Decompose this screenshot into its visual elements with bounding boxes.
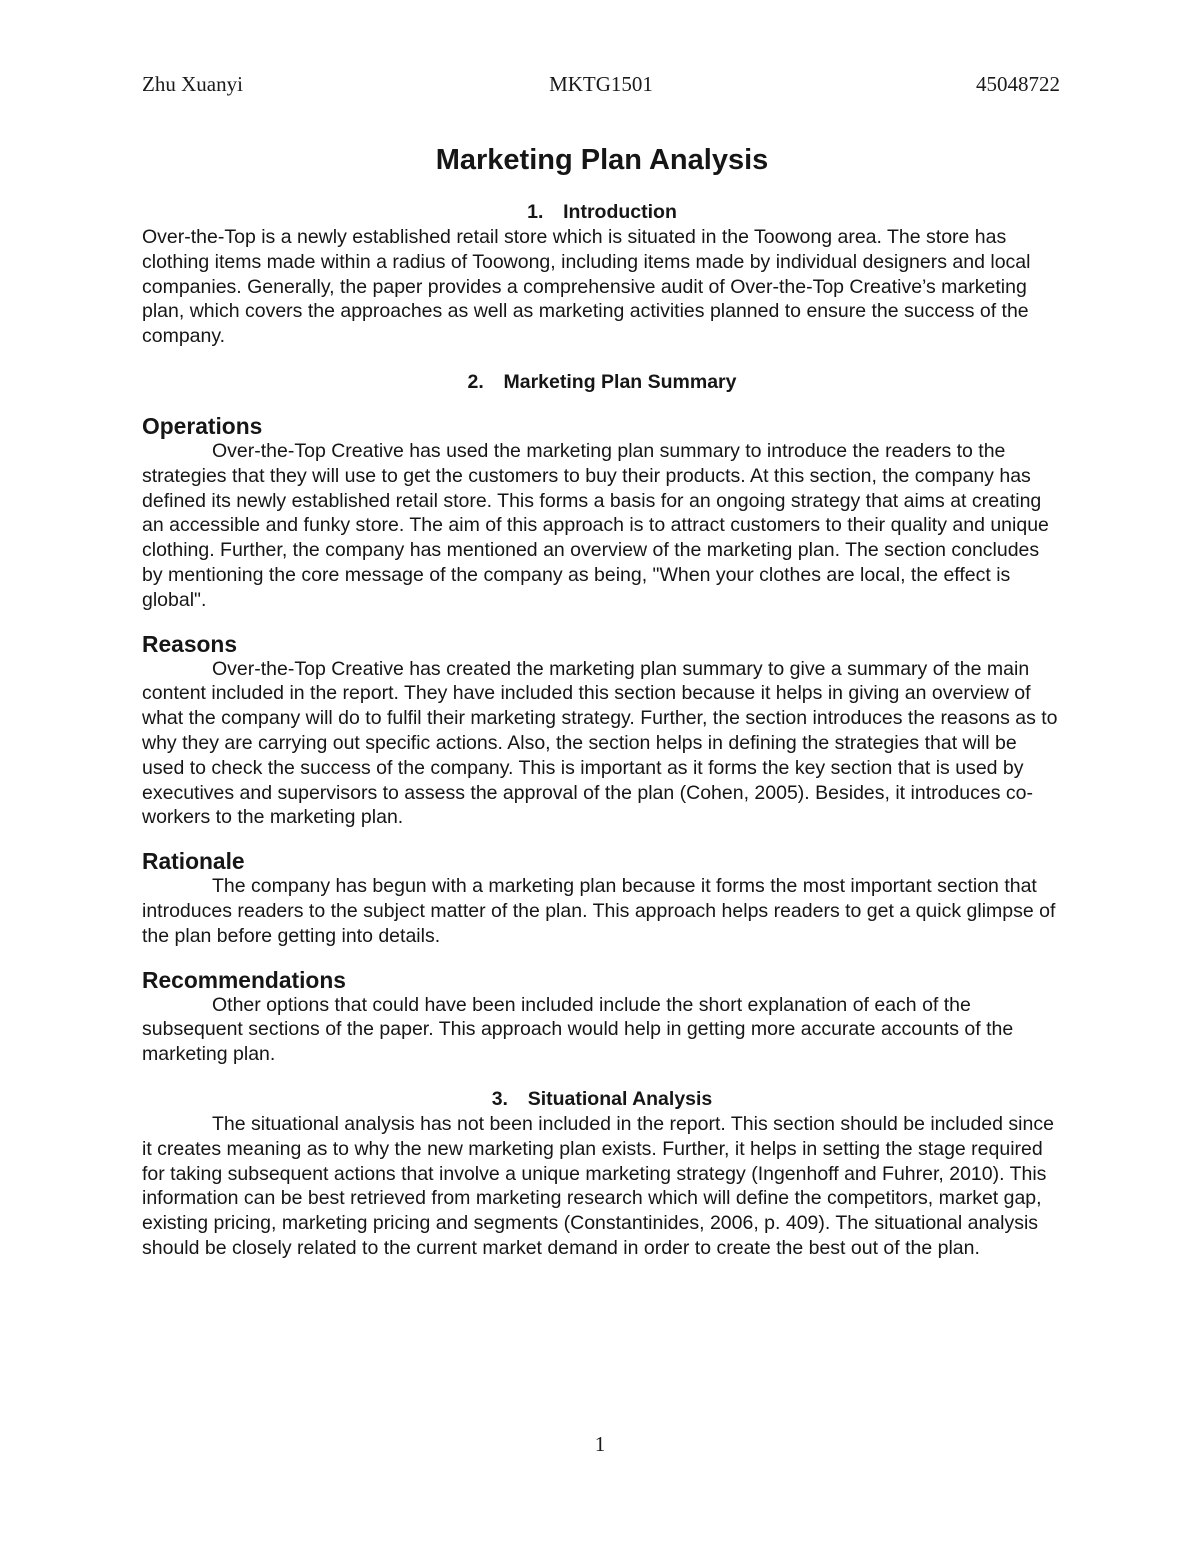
operations-paragraph: Over-the-Top Creative has used the marketing plan summary to introduce the readers to the strategies that they will use to get the customers to buy their products. At this section, the company has defined its newly established retail store. This forms a basis for an ongoing strategy that aims at creating an accessible and funky store. The aim of this approach is to attract customers to their quality and unique clothing. Further, the company has mentioned an overview of the marketing plan. The section concludes by mentioning the core message of the company as being, "When your clothes are local, the effect is global". [142, 439, 1049, 611]
section-title: Introduction [563, 201, 677, 223]
section-number: 3. [491, 1087, 508, 1110]
recommendations-paragraph: Other options that could have been included include the short explanation of each of the subsequent sections of the paper. This approach would help in getting more accurate accounts of the marketing plan. [142, 993, 1014, 1066]
section-title: Situational Analysis [527, 1087, 713, 1110]
subheading-rationale: Rationale [142, 848, 245, 875]
section-heading-situational [142, 1087, 1062, 1112]
subheading-reasons: Reasons [142, 630, 238, 657]
header-author: Zhu Xuanyi [142, 72, 243, 96]
section-title: Marketing Plan Summary [503, 370, 737, 393]
section-heading-introduction [142, 200, 1062, 225]
document-body [142, 142, 1062, 1261]
introduction-paragraph: Over-the-Top is a newly established retail store which is situated in the Toowong area. The store has clothing items made within a radius of Toowong, including items made by individual designers and local companies. Generally, the paper provides a comprehensive audit of Over-the-Top Creative’s marketing plan, which covers the approaches as well as marketing activities planned to ensure the success of the company. [142, 226, 1031, 348]
page-header [142, 72, 1060, 102]
subheading-recommendations: Recommendations [142, 966, 346, 993]
section-number: 2. [467, 370, 484, 393]
section-number: 1. [527, 201, 544, 223]
document-title: Marketing Plan Analysis [435, 144, 769, 176]
header-student-id: 45048722 [976, 72, 1060, 96]
reasons-paragraph: Over-the-Top Creative has created the marketing plan summary to give a summary of the main content included in the report. They have included this section because it helps in giving an overview of what the company will do to fulfil their marketing strategy. Further, the section introduces the reasons as to why they are carrying out specific actions. Also, the section helps in defining the strategies that will be used to check the success of the company. This is important as it forms the key section that is used by executives and supervisors to assess the approval of the plan (Cohen, 2005). Besides, it introduces co-workers to the marketing plan. [142, 657, 1058, 829]
rationale-paragraph: The company has begun with a marketing plan because it forms the most important section that introduces readers to the subject matter of the plan. This approach helps readers to get a quick glimpse of the plan before getting into details. [142, 875, 1056, 947]
subheading-operations: Operations [142, 412, 263, 439]
header-course: MKTG1501 [549, 72, 653, 96]
section-heading-summary [142, 370, 1062, 395]
page-number: 1 [594, 1432, 606, 1456]
situational-paragraph: The situational analysis has not been included in the report. This section should be included since it creates meaning as to why the new marketing plan exists. Further, it helps in setting the stage required for taking subsequent actions that involve a unique marketing strategy (Ingenhoff and Fuhrer, 2010). This information can be best retrieved from marketing research which will define the competitors, market gap, existing pricing, marketing pricing and segments (Constantinides, 2006, p. 409). The situational analysis should be closely related to the current market demand in order to create the best out of the plan. [142, 1112, 1054, 1259]
